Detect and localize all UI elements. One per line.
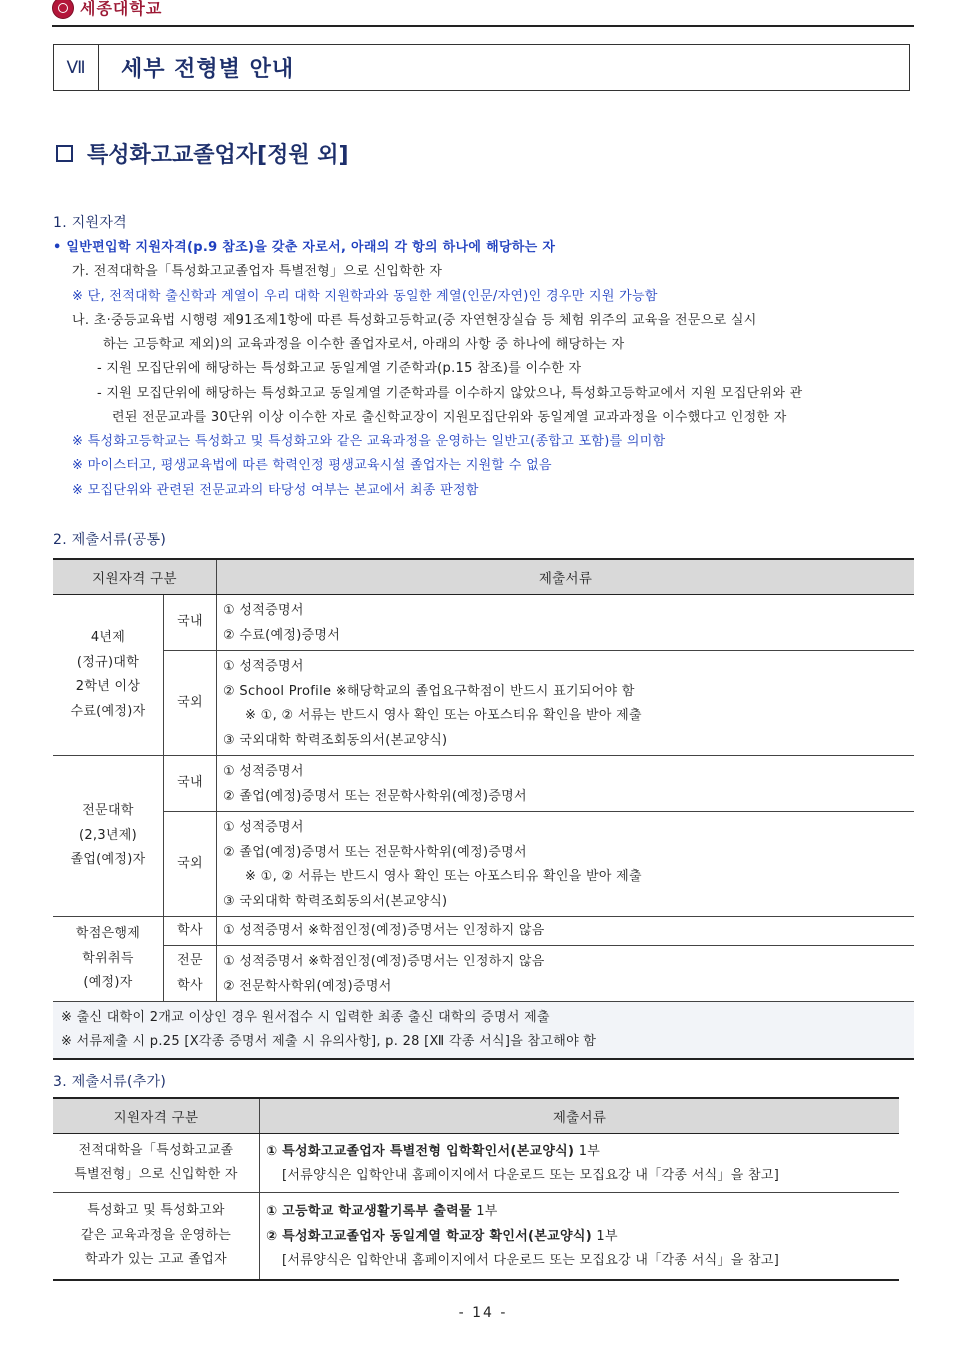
region-cell: 국내 [164, 756, 217, 812]
page-number: - 14 - [458, 1305, 508, 1321]
logo-text: 세종대학교 [80, 0, 163, 18]
table-row [53, 946, 914, 1002]
documents-cell: ① 고등학교 학교생활기록부 출력물 1부 ② 특성화고교졸업자 동일계열 학교장 확인서(본교양식) 1부 [서류양식은 입학안내 홈페이지에서 다운로드 또는 모집요강 내「각종 서식」을 참고] [260, 1193, 900, 1281]
documents-cell: ① 성적증명서 ② 수료(예정)증명서 [217, 595, 915, 651]
eligibility-sub2-line2: 련된 전문교과를 30단위 이상 이수한 자로 출신학교장이 지원모집단위와 동일계열 교과과정을 이수했다고 인정한 자 [112, 410, 787, 425]
docs-extra-table [53, 1097, 899, 1281]
eligibility-main: • 일반편입학 지원자격(p.9 참조)을 갖춘 자로서, 아래의 각 항의 하나에 해당하는 자 [53, 240, 556, 255]
eligibility-sub2-line1: - 지원 모집단위에 해당하는 특성화고교 동일계열 기준학과를 이수하지 않았으나, 특성화고등학교에서 지원 모집단위와 관 [97, 386, 803, 401]
eligibility-item-ga: 가. 전적대학을「특성화고교졸업자 특별전형」으로 신입학한 자 [72, 264, 443, 279]
region-cell: 국외 [164, 812, 217, 917]
column-header-documents: 제출서류 [217, 559, 915, 595]
column-header-qualification: 지원자격 구분 [53, 559, 217, 595]
qualification-cell: 전문대학 (2,3년제) 졸업(예정)자 [53, 756, 164, 917]
qualification-cell: 전적대학을「특성화고교졸 특별전형」으로 신입학한 자 [53, 1134, 260, 1193]
eligibility-heading: 1. 지원자격 [53, 215, 128, 231]
qualification-cell: 학점은행제 학위취득 (예정)자 [75, 926, 141, 991]
degree-cell: 학사 [164, 917, 217, 946]
docs-extra-heading: 3. 제출서류(추가) [53, 1074, 167, 1090]
table-notes-row [53, 1002, 914, 1060]
table-header-row [53, 1098, 899, 1134]
chapter-number: Ⅶ [54, 45, 99, 90]
table-row [53, 917, 914, 946]
checkbox-square-icon [56, 145, 73, 162]
docs-common-table [53, 558, 914, 1060]
region-cell: 국내 [164, 595, 217, 651]
table-notes: ※ 출신 대학이 2개교 이상인 경우 원서접수 시 입력한 최종 출신 대학의 증명서 제출 ※ 서류제출 시 p.25 [Ⅹ각종 증명서 제출 시 유의사항], p. 28 [Ⅻ 각종 서식]을 참고해야 함 [53, 1002, 914, 1060]
qualification-cell: 특성화고 및 특성화고와 같은 교육과정을 운영하는 학과가 있는 고교 졸업자 [53, 1193, 260, 1281]
eligibility-item-na-line2: 하는 고등학교 제외)의 교육과정을 이수한 졸업자로서, 아래의 사항 중 하나에 해당하는 자 [103, 337, 625, 352]
table-row [53, 595, 914, 651]
table-row [53, 651, 914, 756]
table-row [53, 1134, 899, 1193]
column-header-qualification: 지원자격 구분 [53, 1098, 260, 1134]
table-row [53, 1193, 899, 1281]
docs-common-heading: 2. 제출서류(공통) [53, 532, 167, 548]
table-row [53, 812, 914, 917]
documents-cell: ① 특성화고교졸업자 특별전형 입학확인서(본교양식) 1부 [서류양식은 입학안내 홈페이지에서 다운로드 또는 모집요강 내「각종 서식」을 참고] [260, 1134, 900, 1193]
region-cell: 국외 [164, 651, 217, 756]
section-title-text: 특성화고교졸업자[정원 외] [87, 143, 349, 168]
section-title [56, 138, 349, 169]
header-rule [52, 25, 914, 27]
documents-cell: ① 성적증명서 ② 졸업(예정)증명서 또는 전문학사학위(예정)증명서 ※ ①, ② 서류는 반드시 영사 확인 또는 아포스티유 확인을 받아 제출 ③ 국외대학 학력조회동의서(본교양식) [217, 812, 915, 917]
table-header-row [53, 559, 914, 595]
documents-cell: ① 성적증명서 ② School Profile ※해당학교의 졸업요구학점이 반드시 표기되어야 함 ※ ①, ② 서류는 반드시 영사 확인 또는 아포스티유 확인을 받아 제출 ③ 국외대학 학력조회동의서(본교양식) [217, 651, 915, 756]
qualification-cell: 4년제 (정규)대학 2학년 이상 수료(예정)자 [53, 595, 164, 756]
university-logo [52, 0, 162, 19]
eligibility-note: ※ 특성화고등학교는 특성화고 및 특성화고와 같은 교육과정을 운영하는 일반고(종합고 포함)를 의미함 [72, 434, 666, 449]
chapter-title: 세부 전형별 안내 [121, 57, 295, 82]
eligibility-note: ※ 마이스터고, 평생교육법에 따른 학력인정 평생교육시설 졸업자는 지원할 수 없음 [72, 458, 552, 473]
eligibility-sub1: - 지원 모집단위에 해당하는 특성화고교 동일계열 기준학과(p.15 참조)를 이수한 자 [97, 361, 582, 376]
eligibility-item-na-line1: 나. 초·중등교육법 시행령 제91조제1항에 따른 특성화고등학교(중 자연현장실습 등 체험 위주의 교육을 전문으로 실시 [72, 313, 757, 328]
chapter-box [53, 44, 910, 91]
documents-cell: ① 성적증명서 ※학점인정(예정)증명서는 인정하지 않음 [217, 917, 915, 946]
eligibility-note: ※ 모집단위와 관련된 전문교과의 타당성 여부는 본교에서 최종 판정함 [72, 483, 479, 498]
documents-cell: ① 성적증명서 ※학점인정(예정)증명서는 인정하지 않음 ② 전문학사학위(예정)증명서 [217, 946, 915, 1002]
university-emblem-icon [52, 0, 74, 19]
documents-cell: ① 성적증명서 ② 졸업(예정)증명서 또는 전문학사학위(예정)증명서 [217, 756, 915, 812]
degree-cell: 전문 학사 [164, 946, 217, 1002]
table-row [53, 756, 914, 812]
eligibility-note-ga: ※ 단, 전적대학 출신학과 계열이 우리 대학 지원학과와 동일한 계열(인문/자연)인 경우만 지원 가능함 [72, 289, 658, 304]
column-header-documents: 제출서류 [260, 1098, 900, 1134]
